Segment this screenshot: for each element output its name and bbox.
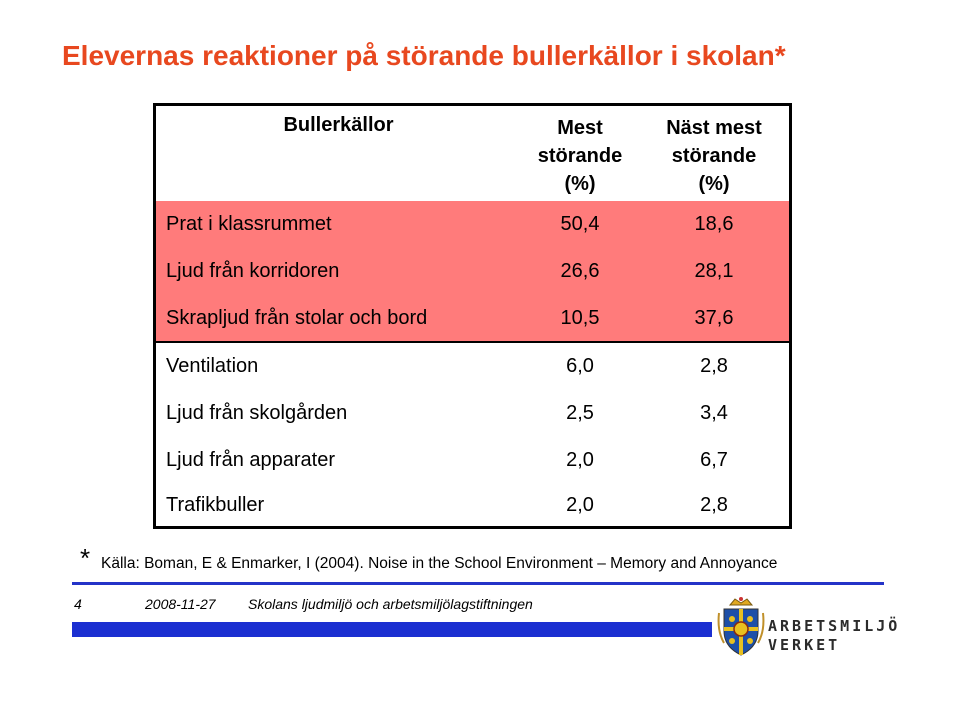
header-nast-mest-storande: Näst mest störande (%) [666, 117, 762, 195]
row-most: 10,5 [560, 306, 600, 329]
row-next: 37,6 [694, 306, 734, 329]
row-next: 18,6 [694, 213, 734, 235]
noise-sources-table [153, 103, 792, 529]
row-next: 2,8 [700, 493, 728, 516]
table-header-row [156, 106, 789, 201]
header-mest-storande: Mest störande (%) [537, 117, 623, 195]
blue-divider [72, 582, 884, 585]
footer-title: Skolans ljudmiljö och arbetsmiljölagstiftningen [248, 596, 533, 612]
table-row [156, 390, 789, 437]
table-row [156, 295, 789, 343]
header-bullerkallor: Bullerkällor [283, 114, 394, 136]
row-next: 3,4 [700, 402, 728, 424]
row-source: Ljud från korridoren [166, 260, 340, 282]
row-source: Ljud från skolgården [166, 402, 348, 424]
footnote-source: Källa: Boman, E & Enmarker, I (2004). Noise in the School Environment – Memory and Annoyance [101, 555, 778, 572]
table-row [156, 437, 789, 484]
row-next: 28,1 [694, 260, 734, 282]
table-row [156, 484, 789, 526]
coat-of-arms-icon [716, 595, 766, 658]
footer-date: 2008-11-27 [145, 596, 216, 612]
footer-band [72, 622, 712, 637]
table-row [156, 248, 789, 295]
row-most: 50,4 [560, 213, 600, 235]
logo-line-1: ARBETSMILJÖ [768, 617, 901, 635]
row-next: 6,7 [700, 449, 728, 471]
row-most: 2,0 [566, 493, 594, 516]
arbetsmiljoverket-logo [716, 595, 901, 658]
table-row [156, 343, 789, 390]
logo-line-2: VERKET [768, 636, 841, 654]
row-most: 2,0 [566, 449, 594, 471]
row-source: Ljud från apparater [166, 449, 336, 471]
page-number: 4 [74, 596, 82, 612]
row-source: Trafikbuller [166, 493, 265, 516]
table-row [156, 201, 789, 248]
footnote-marker: * [80, 543, 91, 573]
row-most: 2,5 [566, 402, 594, 424]
slide-title: Elevernas reaktioner på störande bullerkällor i skolan* [62, 40, 786, 71]
row-source: Skrapljud från stolar och bord [166, 306, 428, 329]
row-most: 6,0 [566, 355, 594, 377]
row-next: 2,8 [700, 355, 728, 377]
row-source: Ventilation [166, 355, 259, 377]
row-source: Prat i klassrummet [166, 213, 332, 235]
row-most: 26,6 [560, 260, 600, 282]
